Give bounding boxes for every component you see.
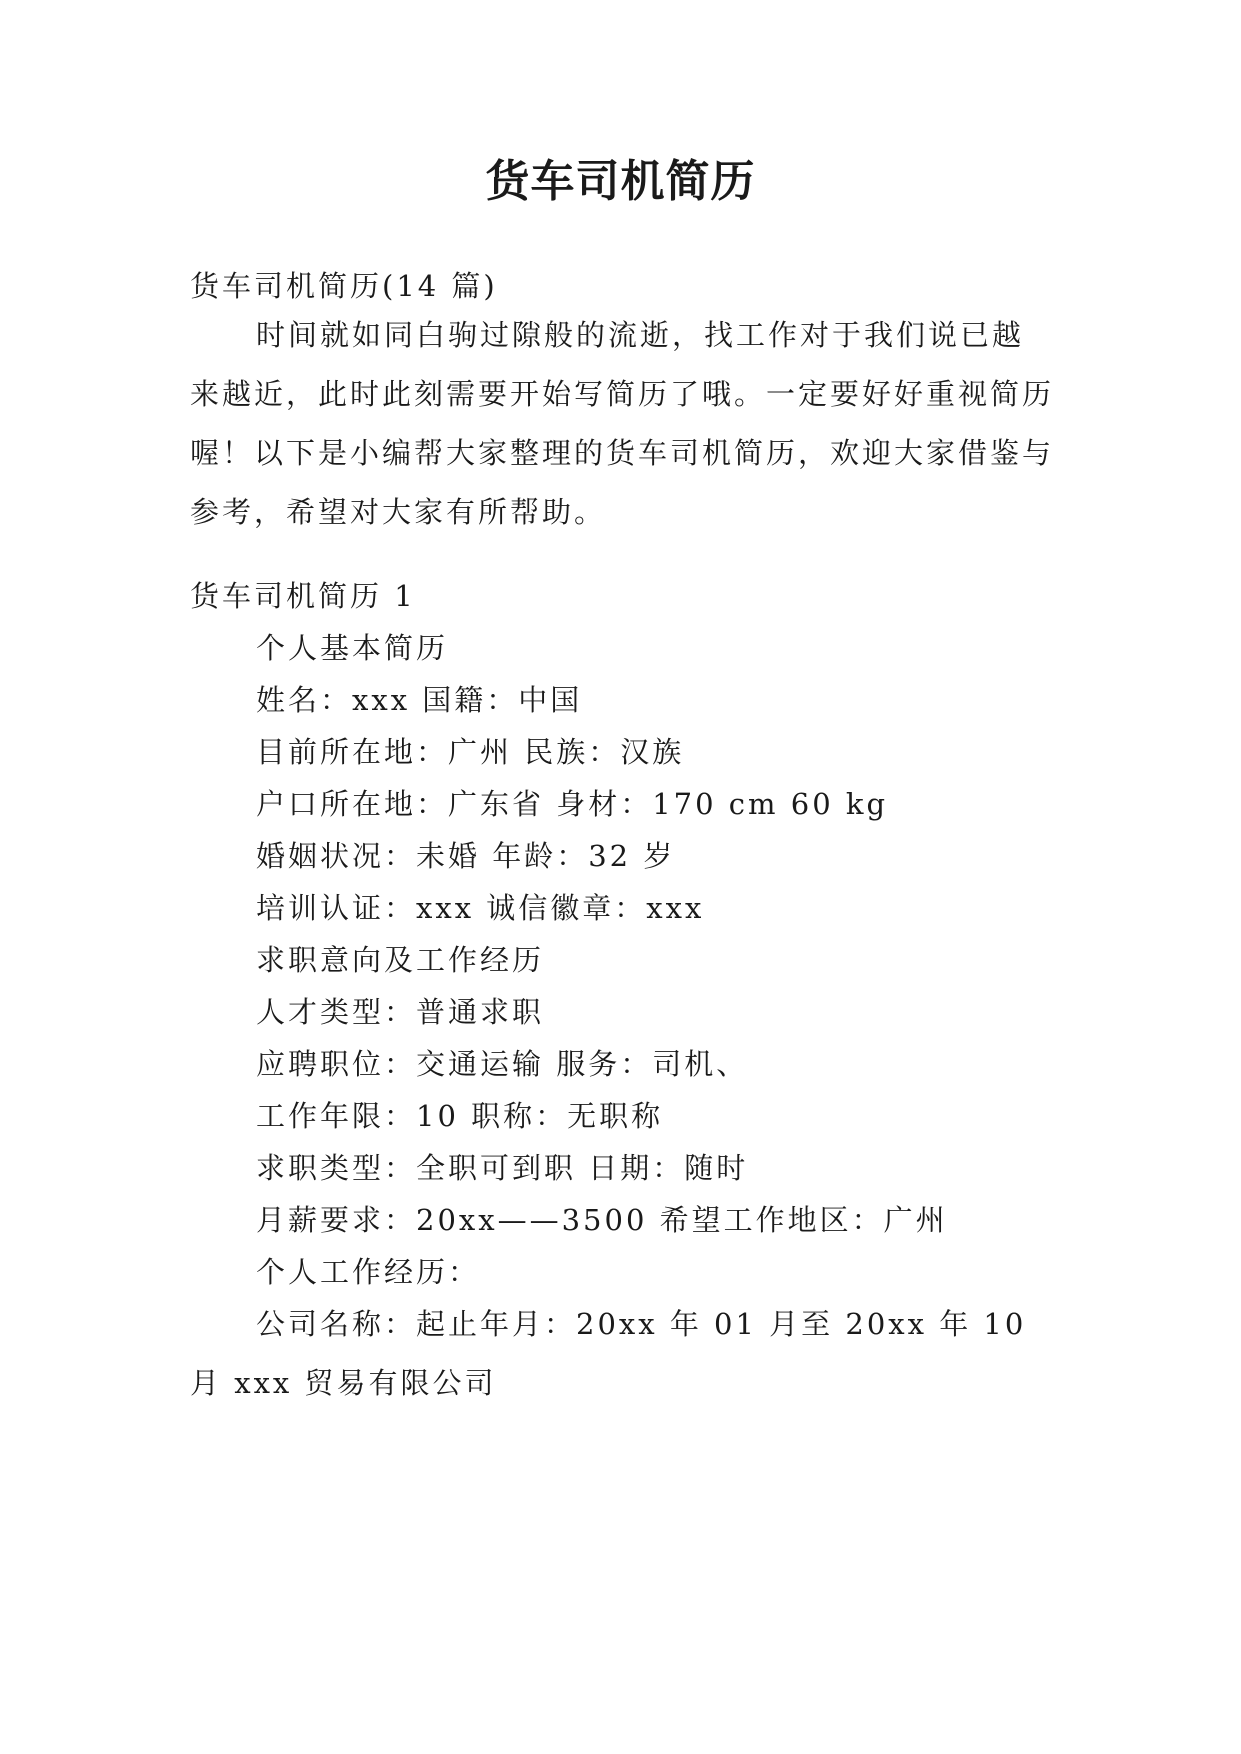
resume-line: 求职意向及工作经历 xyxy=(256,943,545,977)
work-history-paragraph: 公司名称：起止年月：20xx 年 01 月至 20xx 年 10 月 xxx 贸易有限公司 xyxy=(190,1307,1027,1400)
section-heading: 货车司机简历 1 xyxy=(190,579,416,613)
resume-line: 个人基本简历 xyxy=(256,631,449,665)
resume-line: 工作年限：10 职称：无职称 xyxy=(256,1099,664,1133)
resume-line: 户口所在地：广东省 身材：170 cm 60 kg xyxy=(256,787,889,821)
resume-line: 应聘职位：交通运输 服务：司机、 xyxy=(256,1047,749,1081)
document-title: 货车司机简历 xyxy=(485,156,756,207)
intro-paragraph: 时间就如同白驹过隙般的流逝，找工作对于我们说已越来越近，此时此刻需要开始写简历了哦。一定要好好重视简历喔！以下是小编帮大家整理的货车司机简历，欢迎大家借鉴与参考，希望对大家有所帮助。 xyxy=(190,318,1055,529)
resume-line: 个人工作经历： xyxy=(256,1255,481,1289)
resume-line: 月薪要求：20xx——3500 希望工作地区：广州 xyxy=(256,1203,948,1237)
resume-line: 人才类型：普通求职 xyxy=(256,995,545,1029)
resume-line: 婚姻状况：未婚 年龄：32 岁 xyxy=(256,839,676,873)
document-subtitle: 货车司机简历(14 篇) xyxy=(190,269,498,303)
resume-line: 姓名：xxx 国籍：中国 xyxy=(256,683,583,717)
resume-line: 培训认证：xxx 诚信徽章：xxx xyxy=(256,891,705,925)
resume-line: 目前所在地：广州 民族：汉族 xyxy=(256,735,685,769)
resume-line: 求职类型：全职可到职 日期：随时 xyxy=(256,1151,749,1185)
